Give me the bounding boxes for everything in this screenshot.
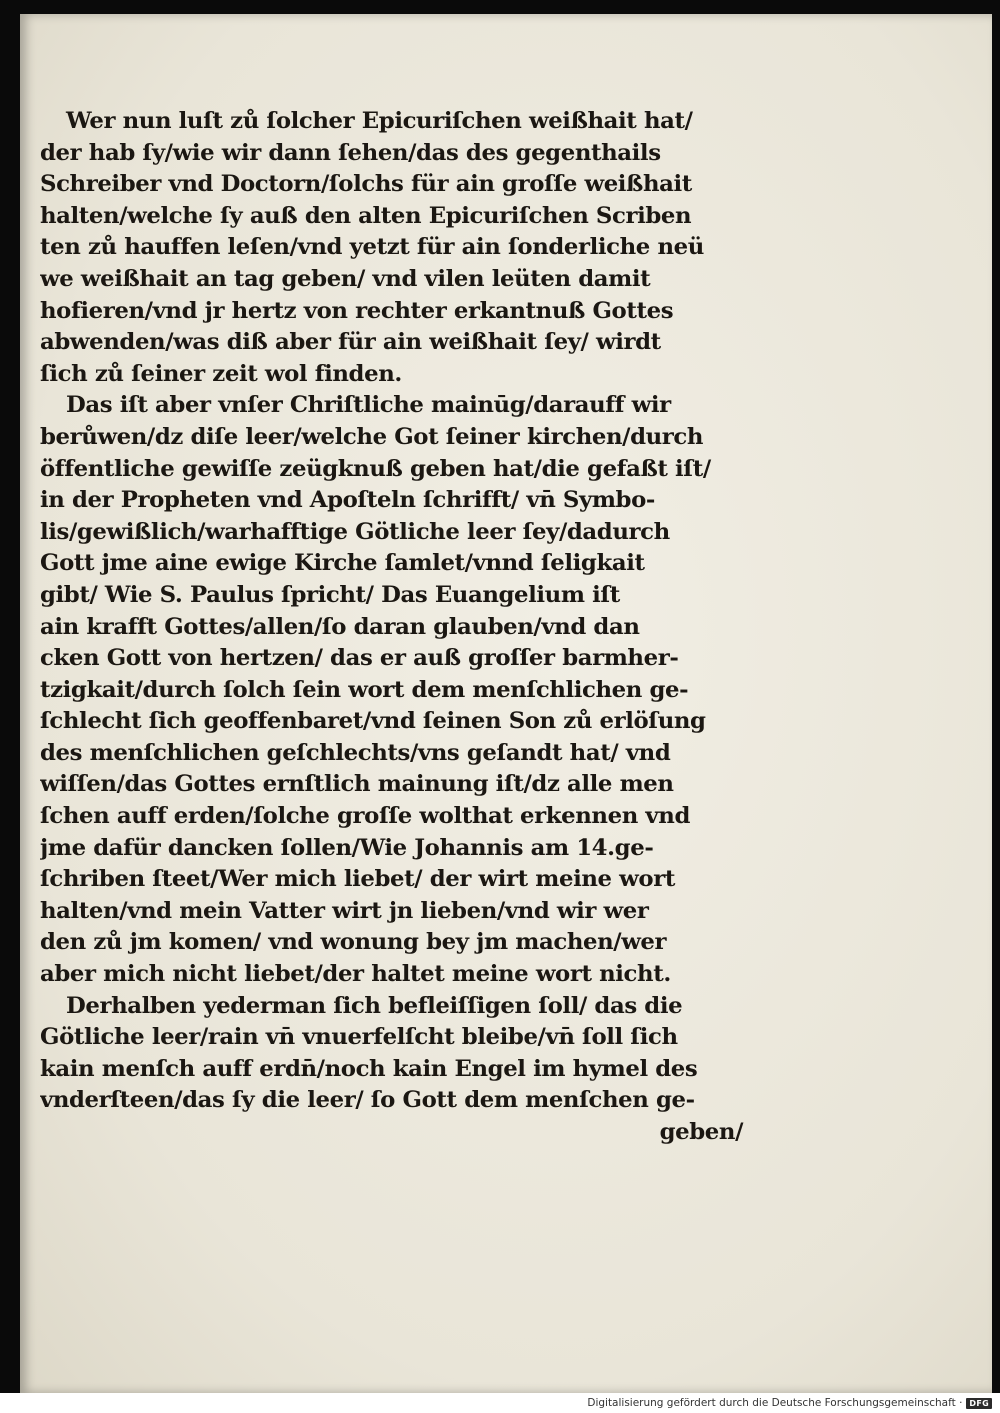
text-line: halten/vnd mein Vatter wirt jn lieben/vnd wir wer xyxy=(40,897,649,924)
book-page xyxy=(20,14,992,1393)
text-line: we weißhait an tag geben/ vnd vilen leüten damit xyxy=(40,265,651,292)
text-line: wiſſen/das Gottes ernſtlich mainung iſt/dz alle men xyxy=(40,771,674,798)
text-line: Schreiber vnd Doctorn/ſolchs für ain groſſe weißhait xyxy=(40,171,692,198)
text-line: tzigkait/durch ſolch ſein wort dem menſchlichen ge- xyxy=(40,676,689,703)
funding-note: Digitalisierung gefördert durch die Deutsche Forschungsgemeinschaft · xyxy=(587,1397,963,1409)
text-line: ſchen auff erden/ſolche groſſe wolthat erkennen vnd xyxy=(40,803,690,830)
text-line: der hab ſy/wie wir dann ſehen/das des gegenthails xyxy=(40,139,661,166)
text-line: cken Gott von hertzen/ das er auß groſſer barmher- xyxy=(40,645,679,672)
text-line: öffentliche gewiſſe zeügknuß geben hat/die gefaßt iſt/ xyxy=(40,455,711,482)
text-line: Derhalben yederman ſich befleiſſigen ſoll/ das die xyxy=(66,992,683,1019)
text-line: ten zů hauffen leſen/vnd yetzt für ain ſonderliche neü xyxy=(40,234,704,261)
text-line: Das iſt aber vnſer Chriſtliche mainūg/darauff wir xyxy=(66,392,671,419)
text-line: geben/ xyxy=(659,1119,743,1145)
text-line: ain krafft Gottes/allen/ſo daran glauben/vnd dan xyxy=(40,613,640,640)
text-line: Gott jme aine ewige Kirche ſamlet/vnnd ſeligkait xyxy=(40,550,645,577)
text-line: hofieren/vnd jr hertz von rechter erkantnuß Gottes xyxy=(40,297,674,324)
text-line: ſchriben ſteet/Wer mich liebet/ der wirt meine wort xyxy=(40,866,675,893)
text-line: Götliche leer/rain vn̄ vnuerfelſcht bleibe/vn̄ ſoll ſich xyxy=(40,1024,678,1051)
text-line: gibt/ Wie S. Paulus ſpricht/ Das Euangelium iſt xyxy=(40,581,620,608)
text-line: kain menſch auff erdn̄/noch kain Engel im hymel des xyxy=(40,1055,698,1082)
text-line: vnderſteen/das ſy die leer/ ſo Gott dem menſchen ge- xyxy=(40,1087,695,1114)
text-line: in der Propheten vnd Apoſteln ſchrifft/ vn̄ Symbo- xyxy=(40,487,655,514)
text-line: lis/gewißlich/warhafftige Götliche leer ſey/dadurch xyxy=(40,518,670,545)
dfg-logo-icon: DFG xyxy=(966,1398,992,1409)
text-line: Wer nun luſt zů ſolcher Epicuriſchen weißhait hat/ xyxy=(66,108,693,134)
text-line: des menſchlichen geſchlechts/vns geſandt hat/ vnd xyxy=(40,739,671,766)
text-line: abwenden/was diß aber für ain weißhait ſey/ wirdt xyxy=(40,329,661,356)
text-line: jme dafür dancken ſollen/Wie Johannis am 14.ge- xyxy=(40,834,654,861)
text-line: aber mich nicht liebet/der haltet meine wort nicht. xyxy=(40,961,671,988)
text-line: ſchlecht ſich geoffenbaret/vnd ſeinen Son zů erlöſung xyxy=(40,708,706,735)
text-line: halten/welche ſy auß den alten Epicuriſchen Scriben xyxy=(40,202,692,229)
page-text-block xyxy=(40,106,745,1149)
text-line: den zů jm komen/ vnd wonung bey jm machen/wer xyxy=(40,929,667,956)
text-line: berůwen/dz diſe leer/welche Got ſeiner kirchen/durch xyxy=(40,423,704,450)
text-line: ſich zů ſeiner zeit wol finden. xyxy=(40,360,402,387)
digitization-footer xyxy=(587,1396,992,1410)
